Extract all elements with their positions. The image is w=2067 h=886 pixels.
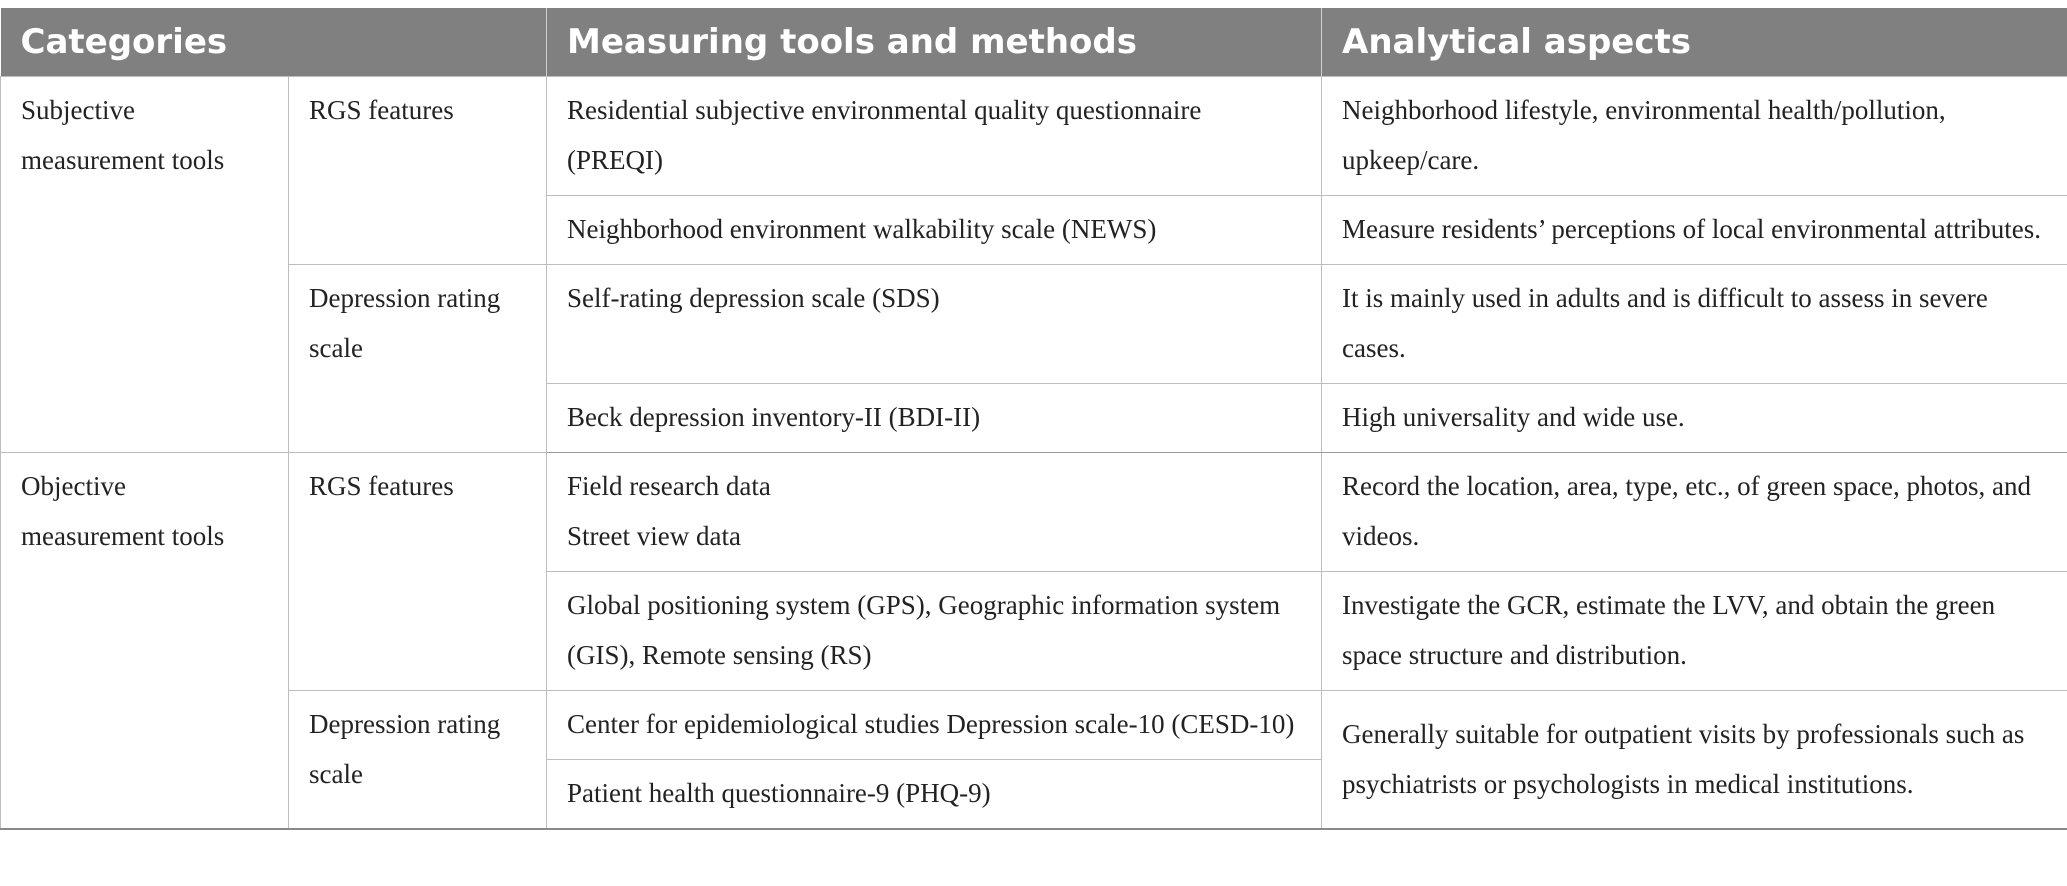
measurement-tools-table <box>0 8 2067 830</box>
aspect-cell: Investigate the GCR, estimate the LVV, and obtain the green space structure and distribution. <box>1322 572 2067 691</box>
aspect-cell: Record the location, area, type, etc., of green space, photos, and videos. <box>1322 453 2067 572</box>
tool-cell: Beck depression inventory-II (BDI-II) <box>547 384 1322 453</box>
tool-cell: Global positioning system (GPS), Geographic information system (GIS), Remote sensing (RS) <box>547 572 1322 691</box>
header-categories: Categories <box>1 8 547 77</box>
tool-line: Street view data <box>567 521 741 551</box>
table-container <box>0 8 2067 830</box>
table-row <box>1 77 2067 196</box>
table-row <box>1 691 2067 760</box>
type-cell-subjective-rgs: RGS features <box>289 77 547 265</box>
table-row <box>1 453 2067 572</box>
header-row <box>1 8 2067 77</box>
header-aspects: Analytical aspects <box>1322 8 2067 77</box>
aspect-cell: Measure residents’ perceptions of local environmental attributes. <box>1322 196 2067 265</box>
aspect-cell: It is mainly used in adults and is difficult to assess in severe cases. <box>1322 265 2067 384</box>
tool-cell <box>547 453 1322 572</box>
header-tools: Measuring tools and methods <box>547 8 1322 77</box>
category-cell-objective: Objective measurement tools <box>1 453 289 830</box>
type-cell-subjective-depression: Depression rating scale <box>289 265 547 453</box>
tool-cell: Residential subjective environmental quality questionnaire (PREQI) <box>547 77 1322 196</box>
table-header <box>1 8 2067 77</box>
table-body <box>1 77 2067 830</box>
tool-cell: Center for epidemiological studies Depression scale-10 (CESD-10) <box>547 691 1322 760</box>
tool-cell: Neighborhood environment walkability scale (NEWS) <box>547 196 1322 265</box>
aspect-cell-shared: Generally suitable for outpatient visits by professionals such as psychiatrists or psychologists in medical institutions. <box>1322 691 2067 830</box>
type-cell-objective-depression: Depression rating scale <box>289 691 547 830</box>
tool-cell: Self-rating depression scale (SDS) <box>547 265 1322 384</box>
category-cell-subjective: Subjective measurement tools <box>1 77 289 453</box>
type-cell-objective-rgs: RGS features <box>289 453 547 691</box>
tool-line: Field research data <box>567 471 771 501</box>
aspect-cell: Neighborhood lifestyle, environmental health/pollution, upkeep/care. <box>1322 77 2067 196</box>
tool-cell: Patient health questionnaire-9 (PHQ-9) <box>547 760 1322 830</box>
aspect-cell: High universality and wide use. <box>1322 384 2067 453</box>
table-row <box>1 265 2067 384</box>
